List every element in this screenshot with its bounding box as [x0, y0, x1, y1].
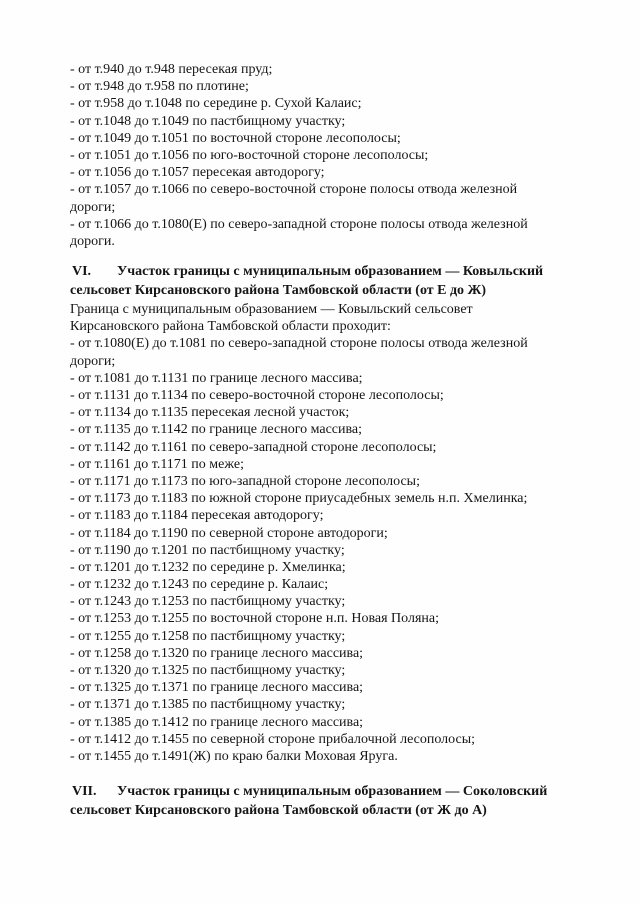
- section-number: VII.: [72, 784, 97, 800]
- list-item-continuation: дороги;: [70, 199, 116, 215]
- list-item: - от т.1066 до т.1080(Е) по северо-западной стороне полосы отвода железной: [70, 216, 528, 232]
- list-item: - от т.1190 до т.1201 по пастбищному участку;: [70, 542, 345, 558]
- list-item: - от т.940 до т.948 пересекая пруд;: [70, 62, 273, 77]
- list-item: - от т.1325 до т.1371 по границе лесного массива;: [70, 680, 364, 696]
- list-item: - от т.1173 до т.1183 по южной стороне приусадебных земель н.п. Хмелинка;: [70, 491, 528, 507]
- list-item-continuation: дороги;: [70, 353, 116, 369]
- section-heading-line: сельсовет Кирсановского района Тамбовской области (от Е до Ж): [70, 283, 487, 299]
- list-item: - от т.1171 до т.1173 по юго-западной стороне лесополосы;: [70, 473, 420, 489]
- list-item: - от т.1412 до т.1455 по северной стороне прибалочной лесополосы;: [70, 731, 476, 747]
- list-item: - от т.1385 до т.1412 по границе лесного массива;: [70, 714, 364, 730]
- list-item: - от т.1049 до т.1051 по восточной стороне лесополосы;: [70, 130, 401, 146]
- list-item: - от т.1142 до т.1161 по северо-западной стороне лесополосы;: [70, 439, 437, 455]
- list-item: - от т.1255 до т.1258 по пастбищному участку;: [70, 628, 346, 644]
- list-item: - от т.1135 до т.1142 по границе лесного массива;: [70, 422, 363, 438]
- list-item: - от т.948 до т.958 по плотине;: [70, 79, 249, 95]
- list-item: - от т.1320 до т.1325 по пастбищному участку;: [70, 663, 346, 678]
- section-vii-heading: [70, 782, 640, 820]
- list-item: - от т.1080(Е) до т.1081 по северо-западной стороне полосы отвода железной: [70, 336, 528, 352]
- list-item: - от т.1183 до т.1184 пересекая автодорогу;: [70, 508, 324, 524]
- list-item: - от т.1253 до т.1255 по восточной стороне н.п. Новая Поляна;: [70, 611, 439, 627]
- section-heading-line: сельсовет Кирсановского района Тамбовской области (от Ж до А): [70, 803, 487, 819]
- list-item: - от т.1371 до т.1385 по пастбищному участку;: [70, 697, 346, 713]
- list-item: - от т.1161 до т.1171 по меже;: [70, 456, 244, 472]
- list-item: - от т.1057 до т.1066 по северо-восточной стороне полосы отвода железной: [70, 182, 518, 198]
- list-item: - от т.1081 до т.1131 по границе лесного массива;: [70, 370, 363, 386]
- list-item: - от т.1232 до т.1243 по середине р. Калаис;: [70, 577, 329, 593]
- list-item: - от т.1258 до т.1320 по границе лесного массива;: [70, 645, 364, 661]
- list-item-continuation: дороги.: [70, 233, 115, 249]
- list-item: - от т.1056 до т.1057 пересекая автодорогу;: [70, 165, 325, 181]
- list-item: - от т.1184 до т.1190 по северной стороне автодороги;: [70, 525, 388, 541]
- section-number: VI.: [72, 264, 92, 280]
- intro-line: Граница с муниципальным образованием — Ковыльский сельсовет: [70, 302, 473, 318]
- boundary-list: [70, 335, 640, 765]
- section-title: Участок границы с муниципальным образованием — Соколовский: [117, 784, 548, 800]
- list-item: - от т.1051 до т.1056 по юго-восточной стороне лесополосы;: [70, 147, 429, 163]
- list-item: - от т.1455 до т.1491(Ж) по краю балки Моховая Яруга.: [70, 748, 398, 764]
- section-title: Участок границы с муниципальным образованием — Ковыльский: [117, 264, 544, 280]
- section-heading-line: [70, 782, 640, 801]
- list-item: - от т.1134 до т.1135 пересекая лесной участок;: [70, 405, 350, 421]
- list-item: - от т.1048 до т.1049 по пастбищному участку;: [70, 113, 346, 129]
- list-item: - от т.1131 до т.1134 по северо-восточной стороне лесополосы;: [70, 388, 444, 403]
- list-item: - от т.1243 до т.1253 по пастбищному участку;: [70, 594, 346, 610]
- list-item: - от т.958 до т.1048 по середине р. Сухой Калаис;: [70, 96, 362, 112]
- section-intro: [70, 301, 640, 335]
- list-item: - от т.1201 до т.1232 по середине р. Хмелинка;: [70, 559, 346, 575]
- section-vi-heading: [70, 262, 640, 300]
- section-heading-line: [70, 262, 640, 281]
- intro-line: Кирсановского района Тамбовской области проходит:: [70, 319, 391, 335]
- boundary-list: [70, 61, 640, 250]
